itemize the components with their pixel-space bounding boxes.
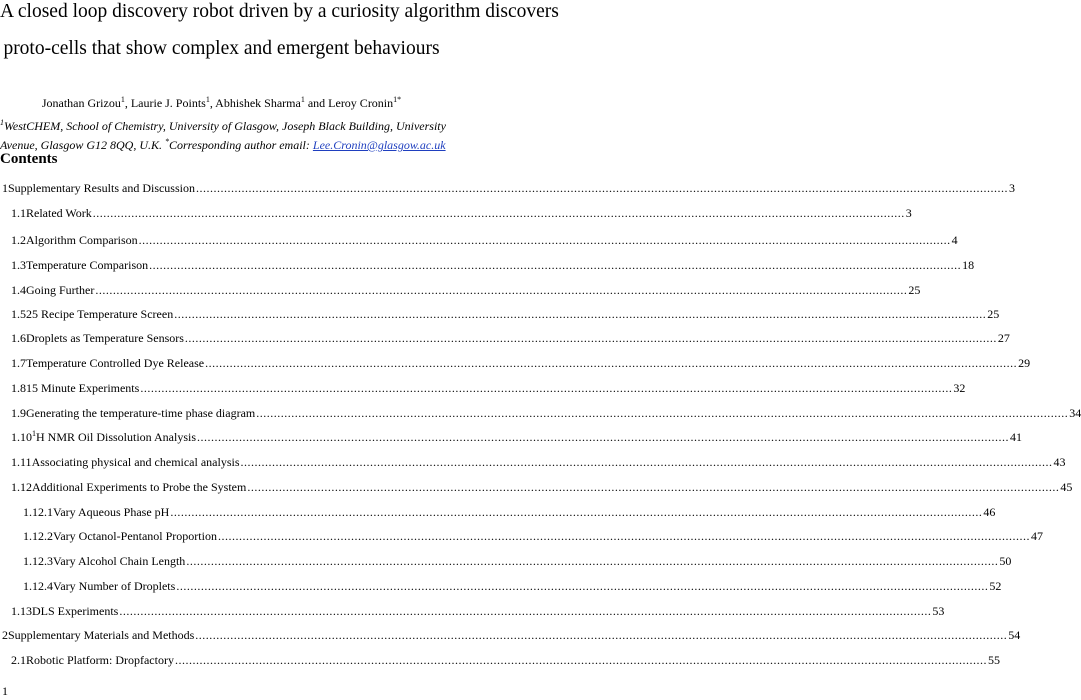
toc-entry[interactable] bbox=[2, 181, 1015, 195]
toc-leader-dots bbox=[195, 628, 1007, 642]
author-name: Laurie J. Points bbox=[130, 96, 206, 110]
toc-entry-title bbox=[26, 206, 92, 220]
toc-entry-title-text: Additional Experiments to Probe the System bbox=[32, 480, 247, 494]
toc-entry-page: 52 bbox=[989, 579, 1002, 593]
toc-entry-title-text: Supplementary Results and Discussion bbox=[8, 181, 195, 195]
toc-entry-title-text: Generating the temperature-time phase diagram bbox=[26, 406, 256, 420]
toc-entry-title bbox=[53, 505, 169, 519]
toc-entry-title bbox=[32, 480, 246, 494]
toc-entry[interactable] bbox=[11, 381, 966, 395]
toc-entry-title-text: Vary Number of Droplets bbox=[53, 579, 176, 593]
title-line-1: A closed loop discovery robot driven by a curiosity algorithm discovers bbox=[0, 1, 559, 22]
author-separator: and bbox=[304, 96, 329, 110]
toc-entry-number: 1.3 bbox=[11, 258, 26, 272]
affiliation-line-2 bbox=[0, 137, 446, 153]
toc-leader-dots bbox=[95, 283, 907, 297]
toc-entry-page: 46 bbox=[983, 505, 996, 519]
affiliation-mark: 1 bbox=[0, 118, 4, 127]
toc-entry-title bbox=[26, 331, 184, 345]
toc-entry[interactable] bbox=[23, 529, 1043, 543]
title-line-2: proto-cells that show complex and emergent behaviours bbox=[3, 38, 440, 59]
toc-entry-number: 1.6 bbox=[11, 331, 26, 345]
toc-entry-page: 43 bbox=[1053, 455, 1066, 469]
toc-entry-number: 1.4 bbox=[11, 283, 26, 297]
toc-leader-dots bbox=[139, 233, 951, 247]
toc-entry-title bbox=[53, 579, 175, 593]
toc-entry-page: 25 bbox=[987, 307, 1000, 321]
toc-entry[interactable] bbox=[23, 505, 996, 519]
toc-entry-title bbox=[32, 455, 240, 469]
toc-leader-dots bbox=[170, 505, 982, 519]
toc-leader-dots bbox=[186, 554, 998, 568]
toc-entry-page: 29 bbox=[1018, 356, 1031, 370]
author-name: Leroy Cronin bbox=[328, 96, 394, 110]
toc-entry-number: 1 bbox=[2, 181, 8, 195]
toc-entry-page: 34 bbox=[1069, 406, 1081, 420]
affiliation-text: WestCHEM, School of Chemistry, University of Glasgow, Joseph Black Building, University bbox=[4, 119, 446, 133]
toc-entry[interactable] bbox=[23, 579, 1002, 593]
toc-leader-dots bbox=[140, 381, 952, 395]
toc-entry-title-text: 15 Minute Experiments bbox=[26, 381, 140, 395]
toc-entry-page: 55 bbox=[987, 653, 1000, 667]
toc-entry-number: 2 bbox=[2, 628, 8, 642]
toc-entry-page: 41 bbox=[1010, 430, 1023, 444]
toc-entry-title bbox=[32, 430, 196, 444]
toc-leader-dots bbox=[119, 604, 931, 618]
affiliation-address: Avenue, Glasgow G12 8QQ, U.K. bbox=[0, 138, 165, 152]
toc-leader-dots bbox=[176, 579, 988, 593]
toc-leader-dots bbox=[197, 430, 1009, 444]
toc-entry-page: 53 bbox=[932, 604, 945, 618]
toc-entry-title bbox=[8, 628, 194, 642]
toc-entry[interactable] bbox=[23, 554, 1012, 568]
toc-entry[interactable] bbox=[11, 653, 1000, 667]
author-affiliation-mark: 1 bbox=[300, 95, 305, 104]
toc-entry-page: 4 bbox=[951, 233, 958, 247]
toc-entry-number: 1.9 bbox=[11, 406, 26, 420]
toc-entry-title-text: Supplementary Materials and Methods bbox=[8, 628, 195, 642]
toc-entry[interactable] bbox=[11, 429, 1023, 444]
toc-entry-title bbox=[26, 283, 94, 297]
toc-entry-page: 54 bbox=[1008, 628, 1021, 642]
toc-entry-title bbox=[26, 653, 174, 667]
author-name: Jonathan Grizou bbox=[41, 96, 121, 110]
toc-entry-title bbox=[8, 181, 195, 195]
toc-entry-title-text: Algorithm Comparison bbox=[26, 233, 138, 247]
toc-entry-title-text: Vary Aqueous Phase pH bbox=[53, 505, 170, 519]
toc-entry-number: 2.1 bbox=[11, 653, 26, 667]
toc-entry-title-text: 25 Recipe Temperature Screen bbox=[26, 307, 174, 321]
toc-entry[interactable] bbox=[11, 233, 958, 247]
toc-entry[interactable] bbox=[11, 206, 912, 220]
toc-leader-dots bbox=[256, 406, 1068, 420]
toc-entry-number: 1.10 bbox=[11, 430, 32, 444]
author-list bbox=[0, 96, 443, 111]
toc-entry-page: 3 bbox=[905, 206, 912, 220]
toc-entry-title bbox=[26, 258, 148, 272]
toc-entry-number: 1.5 bbox=[11, 307, 26, 321]
toc-entry-title-text: Temperature Controlled Dye Release bbox=[26, 356, 205, 370]
toc-entry-title-text: Temperature Comparison bbox=[26, 258, 149, 272]
toc-leader-dots bbox=[175, 653, 987, 667]
toc-entry-title-text: Vary Alcohol Chain Length bbox=[53, 554, 186, 568]
author-affiliation-mark: 1 bbox=[205, 95, 210, 104]
toc-entry[interactable] bbox=[11, 307, 1000, 321]
corresponding-mark: * bbox=[165, 137, 169, 146]
toc-entry-page: 32 bbox=[953, 381, 966, 395]
toc-entry-title-text: Associating physical and chemical analysis bbox=[31, 455, 240, 469]
toc-leader-dots bbox=[196, 181, 1008, 195]
toc-leader-dots bbox=[205, 356, 1017, 370]
toc-entry[interactable] bbox=[11, 406, 1081, 420]
toc-leader-dots bbox=[247, 480, 1059, 494]
toc-entry-page: 47 bbox=[1030, 529, 1043, 543]
toc-entry-title-text: Going Further bbox=[26, 283, 95, 297]
toc-entry-number: 1.8 bbox=[11, 381, 26, 395]
toc-entry-number: 1.2 bbox=[11, 233, 26, 247]
toc-entry[interactable] bbox=[11, 480, 1073, 494]
toc-entry-page: 45 bbox=[1060, 480, 1073, 494]
toc-entry-number: 1.7 bbox=[11, 356, 26, 370]
toc-leader-dots bbox=[174, 307, 986, 321]
toc-entry-number: 1.12.4 bbox=[23, 579, 53, 593]
toc-entry-page: 50 bbox=[999, 554, 1012, 568]
page-number: 1 bbox=[2, 684, 8, 698]
author-affiliation-mark: 1 bbox=[120, 95, 125, 104]
toc-leader-dots bbox=[149, 258, 961, 272]
toc-entry-number: 1.12.1 bbox=[23, 505, 53, 519]
toc-leader-dots bbox=[185, 331, 997, 345]
toc-entry-title bbox=[32, 604, 118, 618]
toc-entry-title-text: Droplets as Temperature Sensors bbox=[26, 331, 184, 345]
toc-entry-title bbox=[26, 233, 138, 247]
author-separator: , bbox=[124, 96, 131, 110]
toc-entry[interactable] bbox=[11, 455, 1066, 469]
contents-heading: Contents bbox=[0, 151, 58, 167]
toc-entry-title bbox=[53, 529, 217, 543]
author-affiliation-mark: 1* bbox=[393, 95, 402, 104]
toc-entry-page: 3 bbox=[1008, 181, 1015, 195]
toc-entry-title-superscript: 1 bbox=[32, 429, 36, 438]
toc-entry-page: 18 bbox=[962, 258, 975, 272]
toc-entry[interactable] bbox=[2, 628, 1021, 642]
toc-entry[interactable] bbox=[11, 258, 975, 272]
toc-entry[interactable] bbox=[11, 331, 1010, 345]
toc-entry-page: 27 bbox=[997, 331, 1010, 345]
corresponding-label: Corresponding author email: bbox=[169, 138, 313, 152]
toc-entry-number: 1.12.2 bbox=[23, 529, 53, 543]
toc-entry-title-text: DLS Experiments bbox=[32, 604, 119, 618]
toc-entry-title bbox=[26, 381, 139, 395]
toc-entry-title bbox=[26, 406, 255, 420]
toc-entry-number: 1.11 bbox=[11, 455, 32, 469]
toc-entry-page: 25 bbox=[908, 283, 921, 297]
author-name: Abhishek Sharma bbox=[215, 96, 301, 110]
toc-leader-dots bbox=[93, 206, 905, 220]
toc-entry[interactable] bbox=[11, 283, 921, 297]
toc-entry-title bbox=[26, 356, 204, 370]
toc-entry-title-text: H NMR Oil Dissolution Analysis bbox=[36, 430, 197, 444]
toc-entry-title bbox=[53, 554, 185, 568]
toc-entry-title-text: Related Work bbox=[26, 206, 92, 220]
toc-entry-number: 1.1 bbox=[11, 206, 26, 220]
toc-entry[interactable] bbox=[11, 604, 945, 618]
toc-entry[interactable] bbox=[11, 356, 1031, 370]
toc-entry-number: 1.12.3 bbox=[23, 554, 53, 568]
toc-entry-title-text: Robotic Platform: Dropfactory bbox=[26, 653, 174, 667]
toc-entry-title bbox=[26, 307, 173, 321]
author-separator: , bbox=[209, 96, 216, 110]
affiliation-line-1 bbox=[0, 118, 446, 134]
toc-entry-number: 1.13 bbox=[11, 604, 32, 618]
email-link[interactable]: Lee.Cronin@glasgow.ac.uk bbox=[312, 138, 446, 152]
toc-entry-title-text: Vary Octanol-Pentanol Proportion bbox=[53, 529, 217, 543]
toc-entry-number: 1.12 bbox=[11, 480, 32, 494]
toc-leader-dots bbox=[241, 455, 1053, 469]
toc-leader-dots bbox=[218, 529, 1030, 543]
